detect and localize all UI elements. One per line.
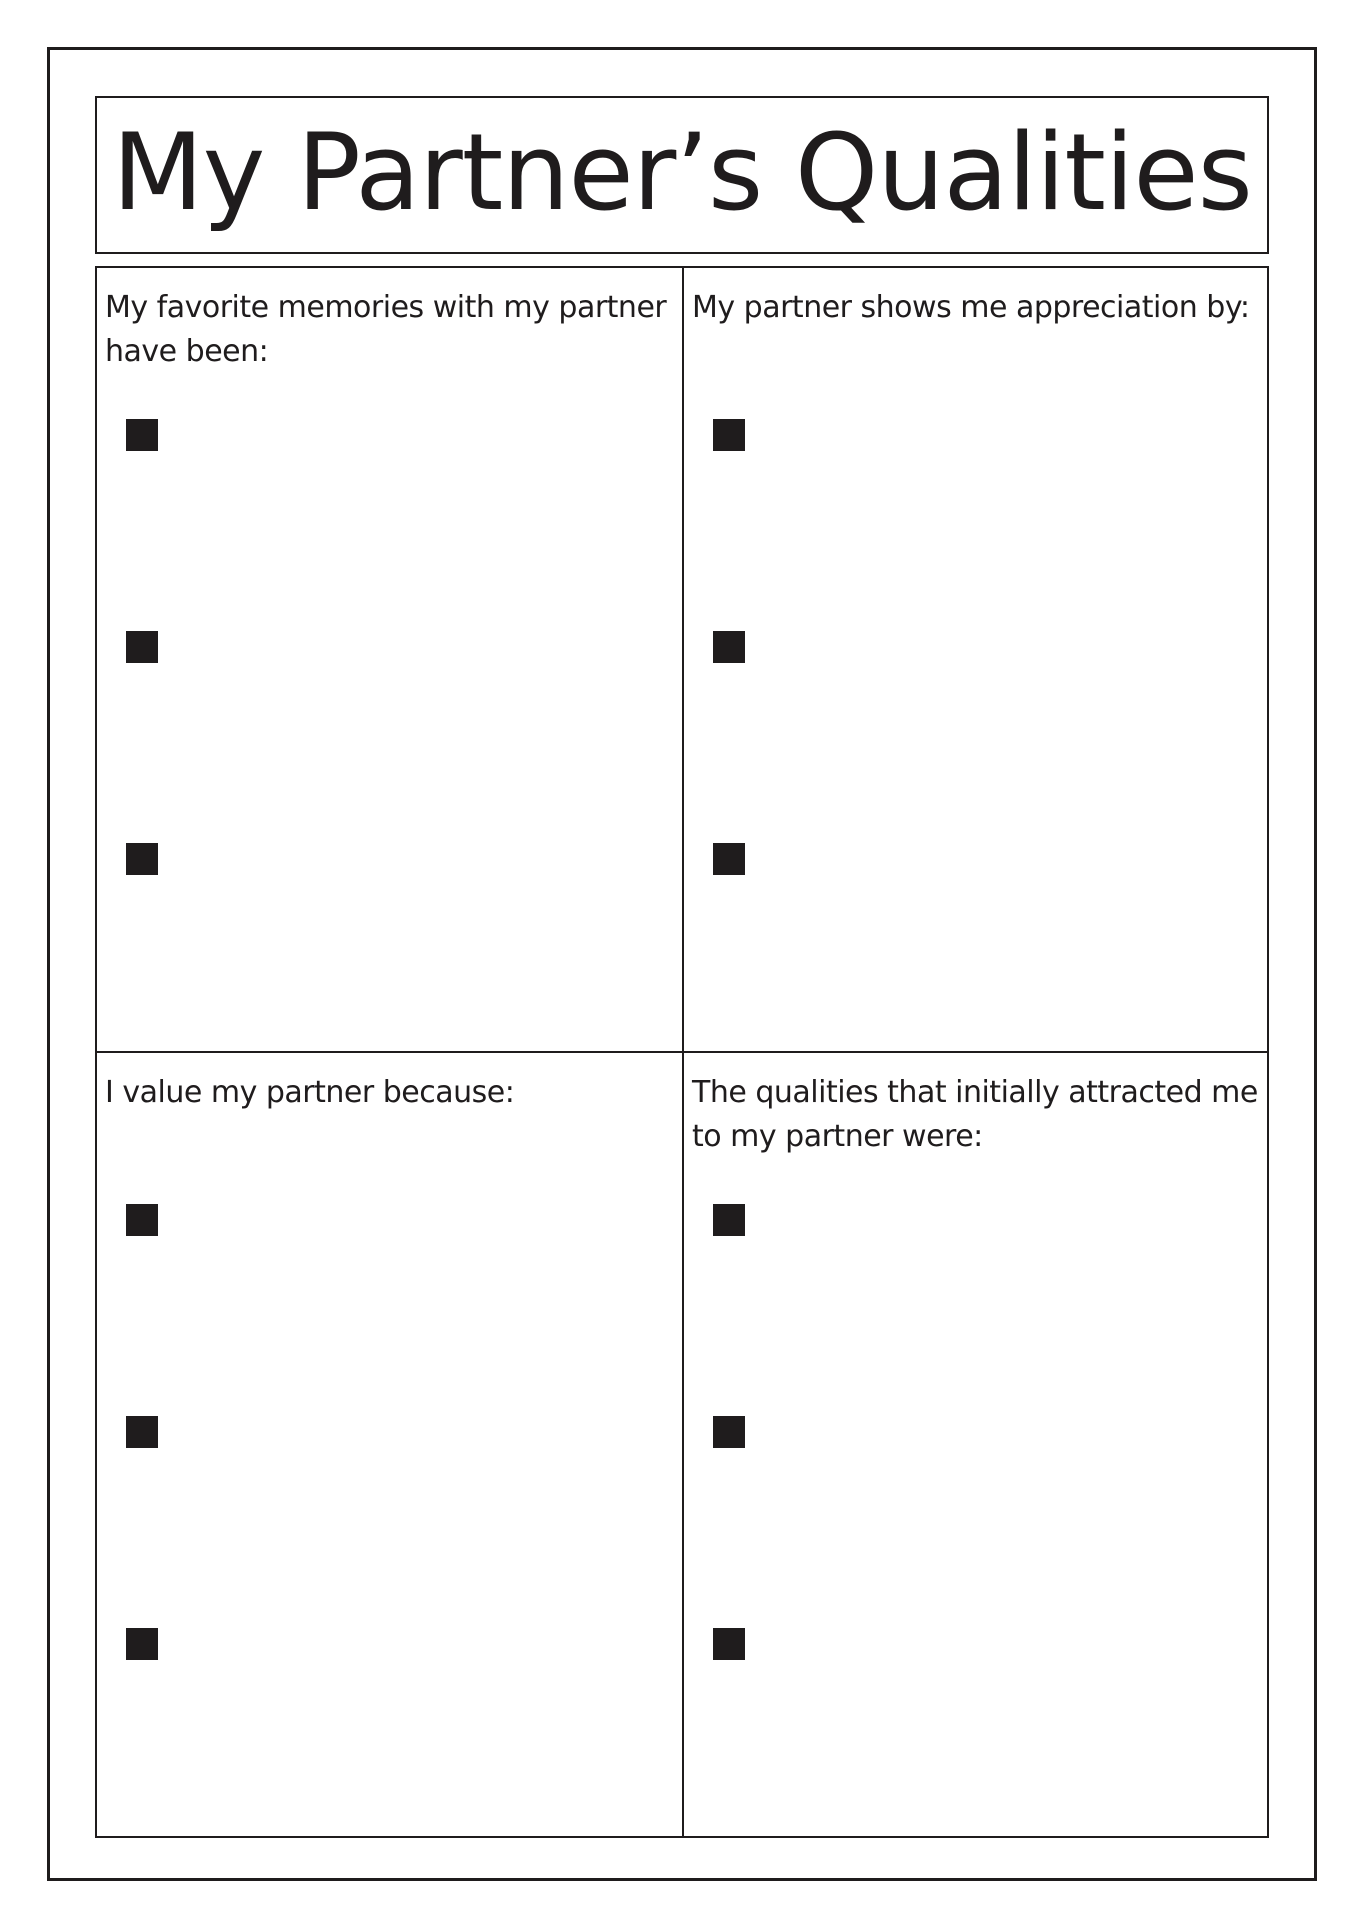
section-prompt: My favorite memories with my partner have been: (105, 290, 667, 369)
section-prompt: The qualities that initially attracted me to my partner were: (692, 1075, 1258, 1154)
square-bullet-icon (126, 1416, 158, 1448)
square-bullet-icon (713, 631, 745, 663)
section-value (97, 1053, 682, 1836)
section-appreciation (684, 268, 1267, 1051)
section-initial-attraction (684, 1053, 1267, 1836)
square-bullet-icon (126, 843, 158, 875)
section-prompt: My partner shows me appreciation by: (692, 290, 1250, 325)
square-bullet-icon (126, 1204, 158, 1236)
section-prompt: I value my partner because: (105, 1075, 515, 1110)
square-bullet-icon (126, 1628, 158, 1660)
title-box (95, 96, 1269, 254)
square-bullet-icon (713, 419, 745, 451)
page-title: My Partner’s Qualities (112, 111, 1252, 234)
square-bullet-icon (713, 1628, 745, 1660)
qualities-grid (95, 266, 1269, 1838)
square-bullet-icon (126, 419, 158, 451)
square-bullet-icon (126, 631, 158, 663)
square-bullet-icon (713, 1204, 745, 1236)
square-bullet-icon (713, 1416, 745, 1448)
square-bullet-icon (713, 843, 745, 875)
section-favorite-memories (97, 268, 682, 1051)
